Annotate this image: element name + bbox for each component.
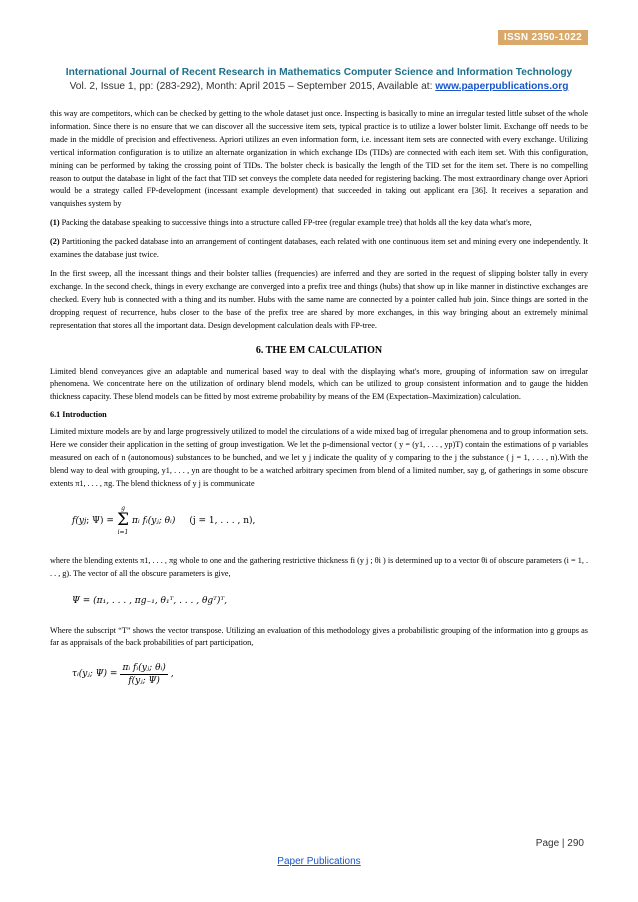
summation-symbol — [117, 505, 129, 536]
journal-meta-text: Vol. 2, Issue 1, pp: (283-292), Month: April 2015 – September 2015, Available at: — [69, 81, 436, 92]
journal-title: International Journal of Recent Research in Mathematics Computer Science and Information Technology — [65, 67, 573, 78]
journal-website-link[interactable]: www.paperpublications.org — [435, 81, 569, 92]
step-2-label: (2) — [50, 237, 60, 247]
paragraph-em-intro: Limited blend conveyances give an adaptable and numerical based way to deal with the displaying what's more, grouping of information saw on irregular phenomena. We concentrate here on the utilization of ordinary blend models, which can be utilized to group consistent information and to gauge the hidden thickness capacity. These blend models can be fitted by most extreme probability by means of the EM (Expectation–Maximization) calculation. — [50, 366, 588, 402]
step-2-text: Partitioning the packed database into an arrangement of contingent databases, each related with one continuous item set and mining every one independently. It examines the database just twice. — [50, 237, 588, 260]
page-number: Page | 290 — [535, 838, 584, 849]
journal-meta — [20, 80, 618, 94]
eq1-range: (j = 1, . . . , n), — [189, 515, 256, 526]
fraction-denominator: f(yⱼ; Ψ) — [128, 675, 160, 686]
section-title: 6. THE EM CALCULATION — [255, 344, 383, 356]
eq3-tail: , — [170, 669, 174, 680]
eq1-lhs: f(y — [72, 515, 84, 526]
sigma-glyph: Σ — [116, 510, 129, 531]
equation-parameter-vector — [72, 589, 588, 613]
equation-posterior-probability — [72, 656, 588, 692]
fraction-numerator: πᵢ fᵢ(yⱼ; θᵢ) — [122, 662, 166, 673]
eq3-lhs: τᵢ(yⱼ; Ψ) = — [72, 669, 118, 680]
paragraph-fp-tree: In the first sweep, all the incessant things and their bolster tallies (frequencies) are inferred and they are sorted in the request of slipping bolster tally in every exchange. In the second check, things in every exchange are converged into a prefix tree and things (hubs) that show up in like manner in distinctive exchanges are checked. Every hub is connected with a thing and its number. Hubs with the same name are connected by a pointer called hub join. Since things are sorted in the dropping request of recurrence, hubs closer to the base of the prefix tree are shared by more exchanges, in this way bringing about an extremely minimal representation that stores all the important data. Design development calculation deals with FP-tree. — [50, 268, 588, 330]
issn-badge: ISSN 2350-1022 — [498, 30, 588, 45]
paragraph-step-2 — [50, 236, 588, 262]
equation-mixture-density — [72, 501, 588, 541]
paragraph-transpose: Where the subscript “T” shows the vector transpose. Utilizing an evaluation of this methodology gives a probabilistic grouping of the information into g groups as far as appraisals of the back probabilities of part participation, — [50, 625, 588, 648]
eq1-lhs-sub: j — [83, 516, 87, 526]
step-1-text: Packing the database speaking to successive things into a structure called FP-tree (regular example tree) that holds all the key data what's more, — [59, 218, 532, 228]
paragraph-step-1 — [50, 217, 588, 230]
eq2-text: Ψ = (π₁, . . . , πg₋₁, θ₁ᵀ, . . . , θgᵀ)ᵀ, — [72, 595, 228, 606]
eq1-rhs: πᵢ fᵢ(yⱼ; θᵢ) — [132, 515, 176, 526]
paragraph-blending-extents: where the blending extents π1, . . . , πg whole to one and the gathering restrictive thickness fi (y j ; θi ) is determined up to a vector θi of obscure parameters (i = 1, . . . , g). The vector of all the obscure parameters is give, — [50, 555, 588, 578]
page-body — [50, 108, 588, 692]
journal-header — [20, 66, 618, 94]
step-1-label: (1) — [50, 218, 60, 228]
eq1-lhs-rest: ; Ψ) = — [86, 515, 114, 526]
publisher-footer-link[interactable]: Paper Publications — [277, 856, 361, 867]
paragraph-mixture-models: Limited mixture models are by and large progressively utilized to model the circulations of a wide mixed bag of irregular phenomena and to group information sets. Here we consider their application in the setting of group investigation. We let the p-dimensional vector ( y = (y1, . . . , yp)T) contain the estimations of p variables measured on each of n (autonomous) substances to be bunched, and we let y j indicate the quality of y comparing to the j the substance ( j = 1, . . . , n).With the blend way to deal with grouping, y1, . . . , yn are thought to be a watched arbitrary specimen from blend of a limited number, say g, of gatherings in some obscure extents π1, . . . , πg. The blend thickness of y j is communicate — [50, 427, 588, 488]
fraction — [120, 663, 167, 686]
sum-upper: g — [121, 505, 125, 513]
paragraph-fp-intro: this way are competitors, which can be checked by getting to the whole dataset just once. Inspecting is basically to mine an irregular tested little subset of the whole information. Since there is no ensure that we can discover all the successive item sets, typical practice is to utilize a lower bolster limit. Exchange off needs to be made in the middle of precision and effectiveness. Apriori utilizes an even information form, i.e. incessant item sets are connected with every exchange. Utilizing vertical information configuration is to utilize an alternate organization in which exchange IDs (TIDs) are connected with each item set. With this configuration, mining can be performed by taking the crossing point of TIDs. The bolster check is basically the length of the TID set for the item set. There is no compelling reason to output the database in light of the fact that TID set conveys the complete data needed for registering backing. The most extraordinary change over Apriori would be a strategy called FP-development (incessant example development) that succeeded in taking out applicant era [36]. It receives a separation and vanquishes system by — [50, 109, 588, 209]
subsection-title: 6.1 Introduction — [50, 410, 107, 420]
sum-lower: i=1 — [117, 529, 129, 537]
